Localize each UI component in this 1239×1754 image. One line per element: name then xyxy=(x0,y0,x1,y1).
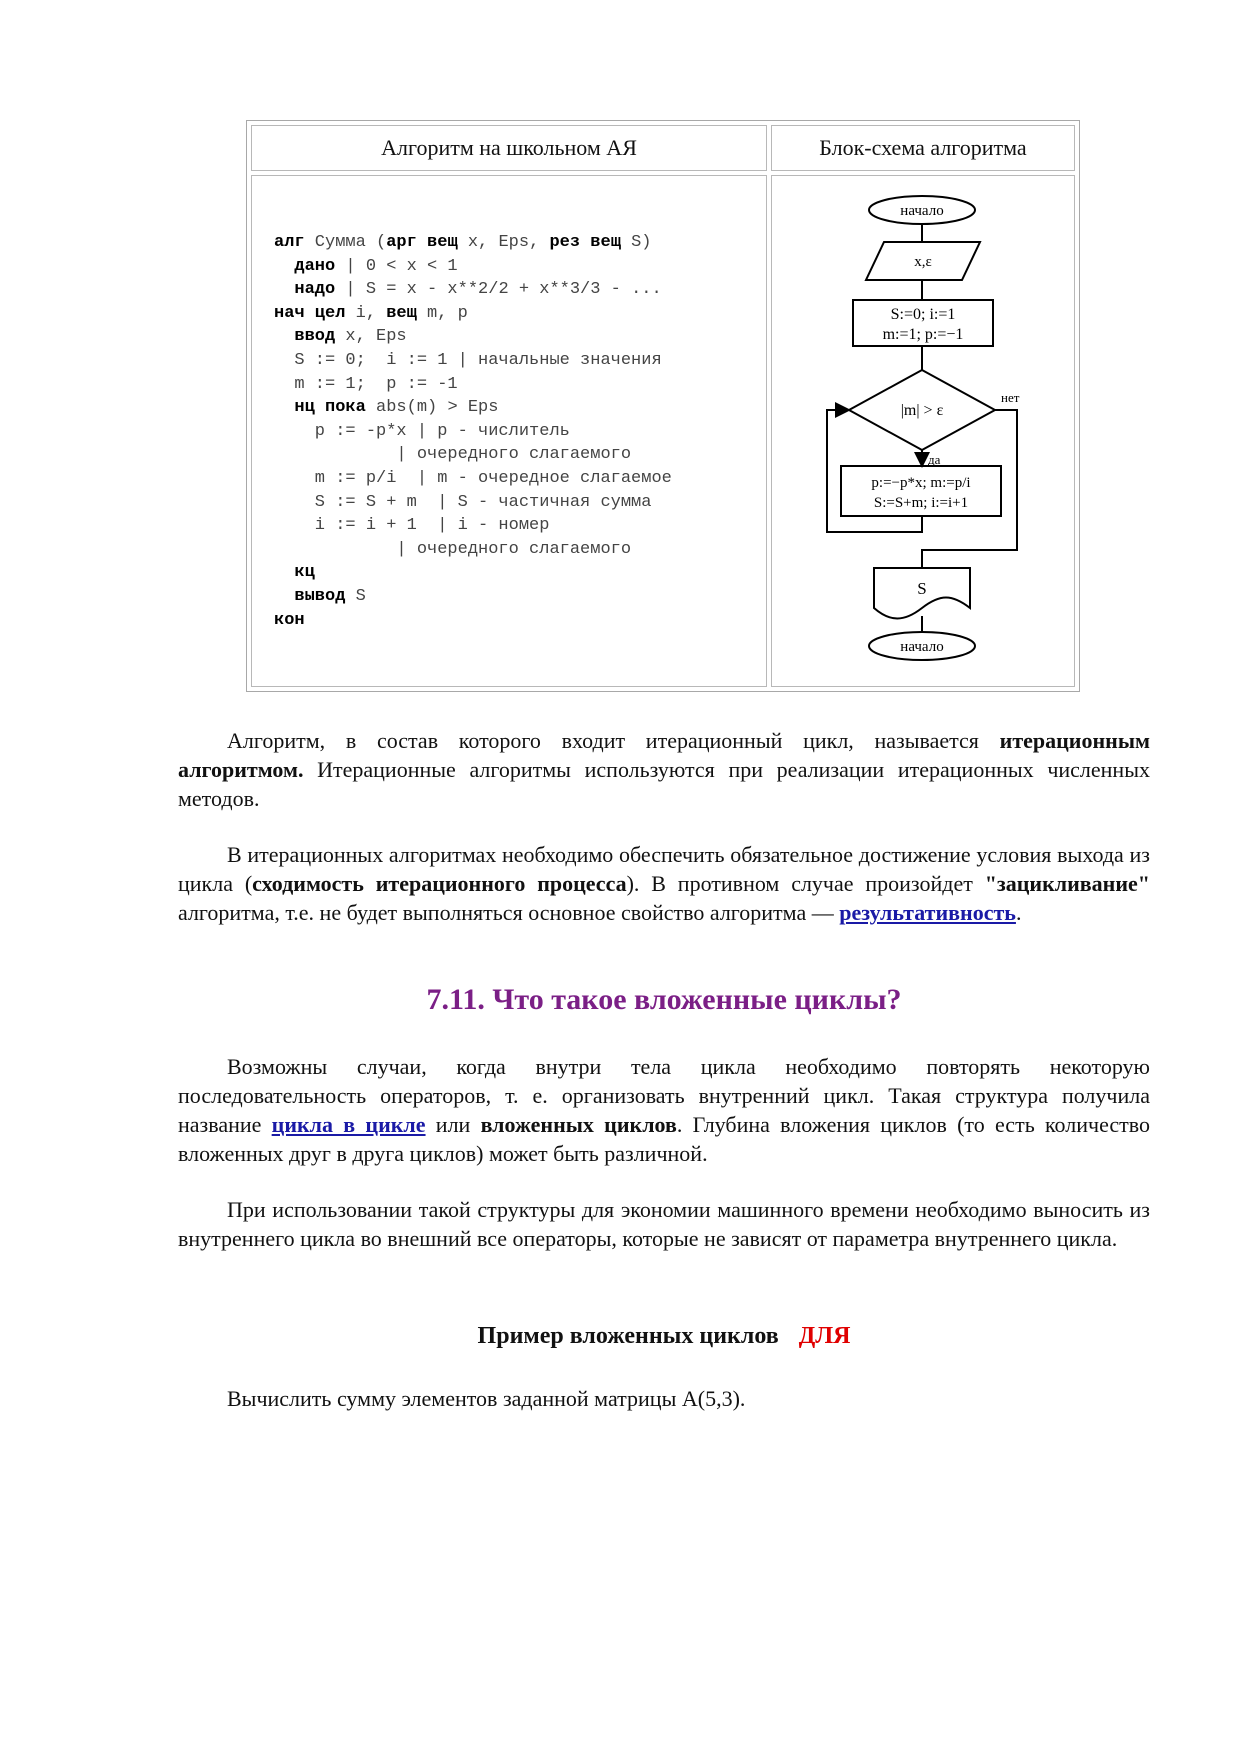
code-text: i, xyxy=(345,303,387,323)
text-run: . xyxy=(1015,900,1022,925)
yes-label: да xyxy=(928,452,941,467)
code-line xyxy=(274,561,672,585)
code-text: x, Eps xyxy=(335,327,407,347)
end-text: начало xyxy=(900,639,944,655)
code-keyword: нц пока xyxy=(294,398,366,418)
code-text xyxy=(274,398,294,417)
code-line xyxy=(274,373,672,397)
text-run: Алгоритм, в состав которого входит итерационный цикл, называется xyxy=(227,728,1000,753)
term-iterative-algorithm: итерационным алгоритмом. xyxy=(178,728,1150,782)
term-nested-loops: вложенных циклов xyxy=(480,1112,677,1137)
code-line xyxy=(274,538,672,562)
term-looping: "зацикливание" xyxy=(984,871,1150,896)
header-school-language: Алгоритм на школьном АЯ xyxy=(251,125,767,171)
example-keyword: ДЛЯ xyxy=(798,1323,851,1349)
code-text xyxy=(274,327,294,346)
code-text: m := 1; p := -1 xyxy=(274,374,458,394)
text-run: . Глубина вложения циклов (то есть количество вложенных друг в друга циклов) может быть различной. xyxy=(178,1112,1150,1166)
code-text: p := -p*x | p - числитель xyxy=(274,421,570,441)
code-text: Сумма ( xyxy=(304,233,387,252)
code-keyword: ввод xyxy=(294,327,336,347)
text-run: или xyxy=(425,1112,481,1137)
section-heading: 7.11. Что такое вложенные циклы? xyxy=(426,983,902,1016)
code-keyword: алг xyxy=(274,233,305,252)
code-text: S) xyxy=(620,233,652,252)
text-run: ). В противном случае произойдет xyxy=(626,871,985,896)
task-statement: Вычислить сумму элементов заданной матрицы A(5,3). xyxy=(227,1386,746,1411)
code-text: x, Eps, xyxy=(457,233,550,252)
code-keyword: дано xyxy=(294,256,336,276)
code-text xyxy=(274,587,294,606)
code-line xyxy=(274,443,672,467)
example-heading xyxy=(178,1320,1150,1352)
code-cell xyxy=(251,175,767,687)
text-run: При использовании такой структуры для экономии машинного времени необходимо выносить из внутреннего цикла во внешний все операторы, которые не зависят от параметра внутреннего цикла. xyxy=(178,1197,1150,1251)
code-text xyxy=(274,257,294,276)
code-text: m, p xyxy=(416,303,468,323)
code-text: | 0 < x < 1 xyxy=(335,256,458,276)
code-text: S := S + m | S - частичная сумма xyxy=(274,492,652,512)
init-text-1: S:=0; i:=1 xyxy=(890,306,956,323)
code-line xyxy=(274,467,672,491)
code-line xyxy=(274,349,672,373)
code-text: | очередного слагаемого xyxy=(274,539,632,559)
code-text: S xyxy=(345,586,366,606)
body-text-2: S:=S+m; i:=i+1 xyxy=(873,495,969,511)
code-line xyxy=(274,609,672,633)
code-keyword: нач цел xyxy=(274,303,346,323)
code-text xyxy=(274,280,294,299)
text-run: Итерационные алгоритмы используются при реализации итерационных численных методов. xyxy=(178,757,1150,811)
code-keyword: рез вещ xyxy=(549,233,621,252)
code-keyword: вещ xyxy=(386,303,417,323)
code-line xyxy=(274,514,672,538)
text-run: Возможны случаи, когда внутри тела цикла необходимо повторять некоторую последовательность операторов, т. е. организовать внутренний цикл. Такая структура получила название xyxy=(178,1054,1150,1137)
code-text: | S = x - x**2/2 + x**3/3 - ... xyxy=(335,280,662,300)
code-line xyxy=(274,491,672,515)
code-line xyxy=(274,231,672,255)
text-run: В итерационных алгоритмах необходимо обеспечить обязательное достижение условия выхода из цикла ( xyxy=(178,842,1150,896)
flowchart-cell xyxy=(771,175,1075,687)
code-line xyxy=(274,396,672,420)
term-convergence: сходимость итерационного процесса xyxy=(252,871,627,896)
init-text-2: m:=1; p:=−1 xyxy=(882,326,964,343)
code-text xyxy=(274,563,294,582)
code-line xyxy=(274,420,672,444)
code-line xyxy=(274,255,672,279)
input-text: x,ε xyxy=(914,254,932,270)
paragraph-iterative-algorithm xyxy=(178,726,1150,813)
paragraph-convergence xyxy=(178,840,1150,927)
code-text: S := 0; i := 1 | начальные значения xyxy=(274,350,662,370)
code-text: | очередного слагаемого xyxy=(274,445,632,465)
algorithm-code xyxy=(274,231,672,632)
paragraph-nested-loops xyxy=(178,1052,1150,1168)
header-flowchart: Блок-схема алгоритма xyxy=(771,125,1075,171)
start-text: начало xyxy=(900,203,944,219)
output-text: S xyxy=(917,579,927,598)
code-keyword: кц xyxy=(294,563,315,583)
code-line xyxy=(274,278,672,302)
code-text: i := i + 1 | i - номер xyxy=(274,516,550,536)
paragraph-optimization xyxy=(178,1195,1150,1253)
example-title: Пример вложенных циклов xyxy=(477,1323,779,1349)
link-effectiveness[interactable]: результативность xyxy=(839,900,1016,925)
algorithm-table xyxy=(246,120,1080,692)
code-keyword: надо xyxy=(294,280,336,300)
link-loop-in-loop[interactable]: цикла в цикле xyxy=(271,1112,426,1137)
no-label: нет xyxy=(1001,390,1020,405)
code-keyword: вывод xyxy=(294,586,346,606)
code-line xyxy=(274,302,672,326)
condition-text: |m| > ε xyxy=(900,402,944,419)
text-run: алгоритма, т.е. не будет выполняться основное свойство алгоритма — xyxy=(178,900,840,925)
code-keyword: арг вещ xyxy=(386,233,458,252)
code-line xyxy=(274,585,672,609)
body-text-1: p:=−p*x; m:=p/i xyxy=(871,475,971,491)
flowchart-diagram xyxy=(772,176,1076,688)
code-text: m := p/i | m - очередное слагаемое xyxy=(274,468,672,488)
code-keyword: кон xyxy=(274,610,305,630)
code-line xyxy=(274,325,672,349)
code-text: abs(m) > Eps xyxy=(365,398,499,418)
